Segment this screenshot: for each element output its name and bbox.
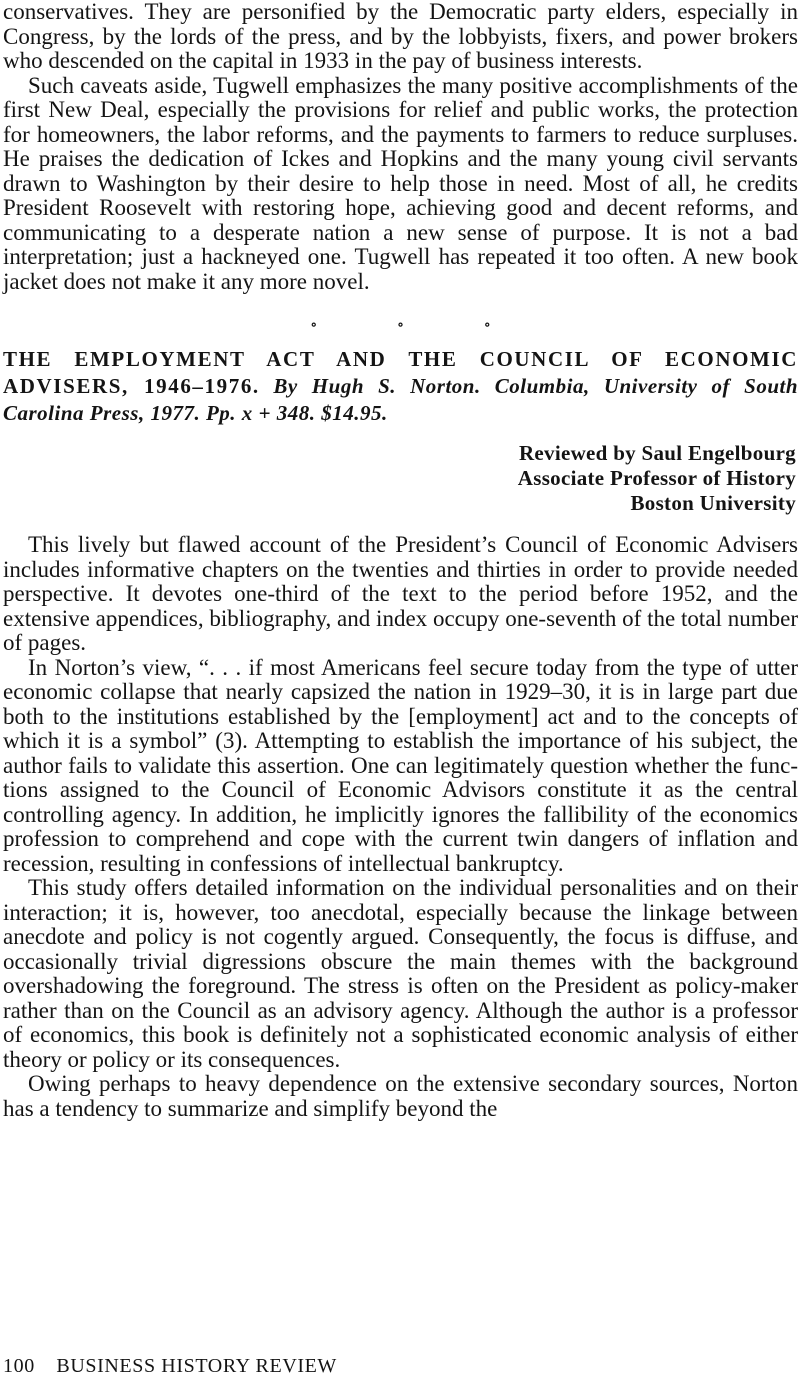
previous-review-paragraph-1: conservatives. They are personified by the Democratic party elders, especially in Congress, by the lords of the press, and by the lobbyists, fixers, and power brokers who descended on the capital in 1933 in the pay of business interests.	[3, 0, 798, 73]
review-paragraph-3: This study offers detailed information on the individual personalities and on their interaction; it is, however, too anecdotal, especially because the linkage between anecdote and policy is not cogently argued. Consequently, the focus is diffuse, and occasionally trivial digressions obscure the main themes with the background overshadowing the foreground. The stress is often on the President as policy-maker rather than on the Council as an advisory agency. Although the author is a professor of economics, this book is definitely not a sophisticated economic analysis of either theory or policy or its consequences.	[3, 875, 798, 1072]
review-citation: By Hugh S. Norton. Columbia, University of South Carolina Press, 1977. Pp. x + 348. $14.95.	[3, 374, 799, 425]
review-body	[3, 533, 798, 1121]
review-heading	[3, 346, 798, 427]
section-break-mark-3: ∘	[483, 318, 491, 333]
section-break-mark-1: ∘	[310, 318, 318, 333]
document-page	[3, 0, 798, 1121]
section-break-mark-2: ∘	[396, 318, 405, 333]
running-footer-journal: BUSINESS HISTORY REVIEW	[56, 1355, 337, 1377]
review-title: THE EMPLOYMENT ACT AND THE COUNCIL OF ECONOMIC ADVISERS, 1946–1976.	[3, 347, 798, 398]
review-paragraph-1: This lively but flawed account of the President’s Council of Economic Advisers includes informative chapters on the twenties and thirties in order to provide needed perspective. It devotes one-third of the text to the period before 1952, and the extensive appendices, bibliography, and index occupy one-seventh of the total number of pages.	[3, 532, 798, 655]
review-paragraph-2: In Norton’s view, “. . . if most Americans feel secure today from the type of utter economic collapse that nearly capsized the nation in 1929–30, it is in large part due both to the institutions established by the [employment] act and to the concepts of which it is a symbol” (3). Attempting to establish the importance of his subject, the author fails to validate this assertion. One can legitimately question whether the functions assigned to the Council of Economic Advisors constitute it as the central controlling agency. In addition, he implicitly ignores the fallibility of the economics profession to comprehend and cope with the current twin dangers of inflation and recession, resulting in confessions of intellectual bankruptcy.	[3, 654, 798, 876]
reviewer-title: Associate Professor of History	[517, 466, 796, 490]
page-footer	[3, 1354, 337, 1378]
reviewer-name: Reviewed by Saul Engelbourg	[518, 441, 796, 465]
section-break	[3, 314, 798, 338]
reviewer-institution: Boston University	[630, 491, 796, 515]
page-number: 100	[3, 1355, 35, 1377]
reviewer-block	[3, 441, 798, 516]
review-paragraph-4: Owing perhaps to heavy dependence on the extensive secondary sources, Norton has a tendency to summarize and simplify beyond the	[3, 1071, 798, 1121]
previous-review-paragraph-2: Such caveats aside, Tugwell emphasizes the many positive accomplishments of the first New Deal, especially the provisions for relief and public works, the protection for homeowners, the labor reforms, and the payments to farmers to reduce surpluses. He praises the dedication of Ickes and Hopkins and the many young civil servants drawn to Washington by their desire to help those in need. Most of all, he credits President Roosevelt with restoring hope, achieving good and decent reforms, and communicating to a desperate nation a new sense of purpose. It is not a bad interpretation; just a hackneyed one. Tugwell has repeated it too often. A new book jacket does not make it any more novel.	[3, 72, 798, 294]
